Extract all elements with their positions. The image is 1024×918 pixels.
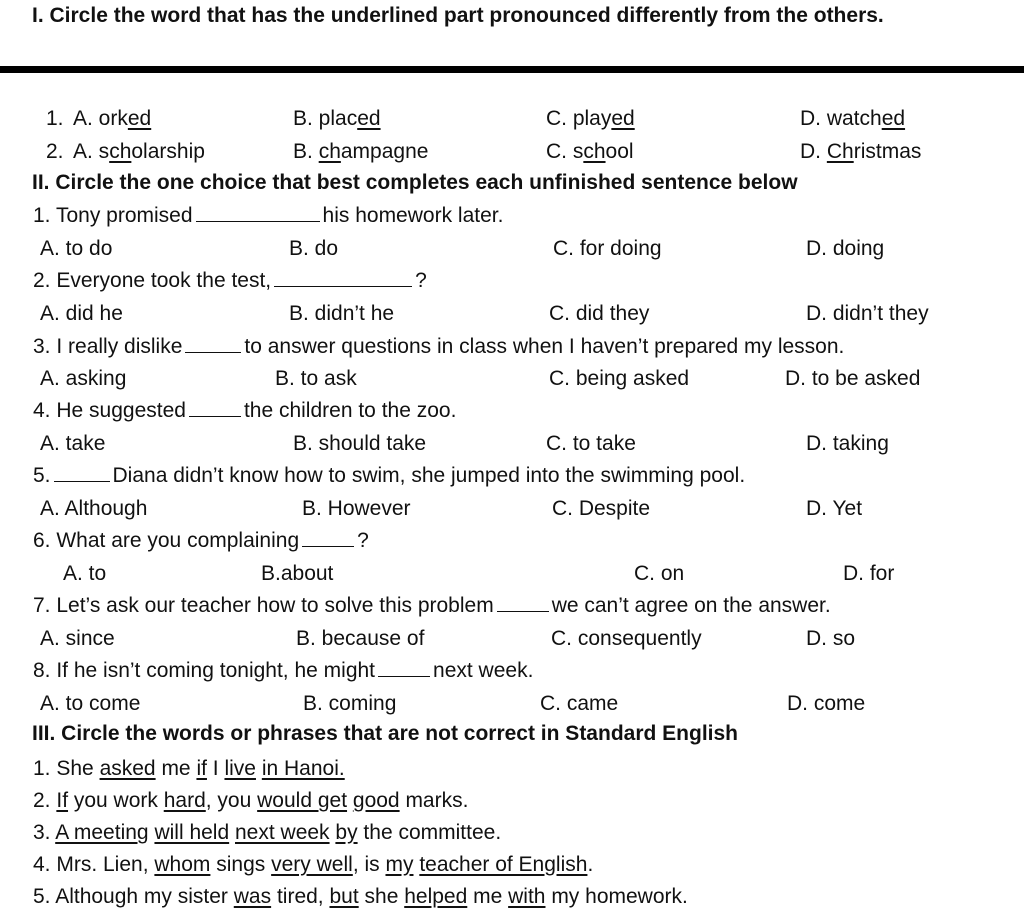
s2-q3-stem: 3. I really dislike to answer questions in class when I haven’t prepared my lesson. [33,335,845,358]
section-3-heading: III. Circle the words or phrases that are not correct in Standard English [32,722,738,745]
s2-q5-stem: 5. Diana didn’t know how to swim, she jumped into the swimming pool. [33,464,746,487]
divider-rule [0,66,1024,73]
s1-q2-option-b[interactable]: B. champagne [293,140,429,163]
s2-q2-option-b[interactable]: B. didn’t he [289,302,395,325]
s2-q8-option-d[interactable]: D. come [787,692,866,715]
s2-q1-stem: 1. Tony promised his homework later. [33,204,504,227]
s3-s4-part-a[interactable]: whom [154,853,211,876]
s2-q4-option-b[interactable]: B. should take [293,432,427,455]
s1-q1-number: 1. [46,107,64,130]
s3-sentence-2: 2. If you work hard, you would get good marks. [33,789,469,812]
answer-blank[interactable] [54,463,110,482]
s3-s1-part-c[interactable]: live [224,757,256,780]
s2-q4-option-a[interactable]: A. take [40,432,106,455]
s2-q3-option-c[interactable]: C. being asked [549,367,690,390]
s2-q6-option-d[interactable]: D. for [843,562,895,585]
s1-q1-option-a[interactable]: A. orked [73,107,152,130]
s3-s4-part-b[interactable]: very well [271,853,353,876]
s2-q6-stem: 6. What are you complaining ? [33,529,369,552]
s1-q2-option-a[interactable]: A. scholarship [73,140,205,163]
s2-q1-option-a[interactable]: A. to do [40,237,113,260]
s2-q4-option-d[interactable]: D. taking [806,432,889,455]
s3-s2-part-d[interactable]: good [352,789,400,812]
s2-q7-option-d[interactable]: D. so [806,627,856,650]
s3-s5-part-d[interactable]: with [508,885,546,908]
s3-s4-part-d[interactable]: teacher of English [419,853,588,876]
s2-q6-option-c[interactable]: C. on [634,562,685,585]
s3-s5-part-a[interactable]: was [233,885,272,908]
answer-blank[interactable] [189,398,241,417]
answer-blank[interactable] [378,658,430,677]
s2-q8-option-a[interactable]: A. to come [40,692,141,715]
s2-q1-option-b[interactable]: B. do [289,237,339,260]
s2-q8-option-c[interactable]: C. came [540,692,619,715]
s2-q8-option-b[interactable]: B. coming [303,692,397,715]
s3-sentence-5: 5. Although my sister was tired, but she helped me with my homework. [33,885,688,908]
s2-q7-option-a[interactable]: A. since [40,627,115,650]
s3-s2-part-a[interactable]: If [56,789,69,812]
s3-sentence-1: 1. She asked me if I live in Hanoi. [33,757,345,780]
s3-s3-part-c[interactable]: next week [235,821,330,844]
s1-q2-number: 2. [46,140,64,163]
s3-s1-part-b[interactable]: if [196,757,207,780]
answer-blank[interactable] [196,203,320,222]
s3-s3-part-b[interactable]: will held [154,821,230,844]
s3-s1-part-d[interactable]: in Hanoi. [261,757,345,780]
s3-s2-part-c[interactable]: would get [257,789,348,812]
s3-sentence-3: 3. A meeting will held next week by the committee. [33,821,502,844]
s3-s3-part-a[interactable]: A meeting [55,821,149,844]
s1-q1-option-d[interactable]: D. watched [800,107,906,130]
s2-q2-option-a[interactable]: A. did he [40,302,123,325]
s2-q7-option-b[interactable]: B. because of [296,627,425,650]
s2-q4-stem: 4. He suggested the children to the zoo. [33,399,457,422]
s3-s5-part-b[interactable]: but [329,885,359,908]
answer-blank[interactable] [274,268,412,287]
s2-q2-option-c[interactable]: C. did they [549,302,650,325]
s2-q4-option-c[interactable]: C. to take [546,432,636,455]
s2-q5-option-c[interactable]: C. Despite [552,497,651,520]
answer-blank[interactable] [302,528,354,547]
s2-q6-option-a[interactable]: A. to [63,562,107,585]
s1-q1-option-c[interactable]: C. played [546,107,635,130]
s2-q1-option-d[interactable]: D. doing [806,237,885,260]
s3-s2-part-b[interactable]: hard [163,789,206,812]
section-2-heading: II. Circle the one choice that best completes each unfinished sentence below [32,171,798,194]
s2-q5-option-b[interactable]: B. However [302,497,411,520]
s1-q2-option-c[interactable]: C. school [546,140,634,163]
s2-q3-option-d[interactable]: D. to be asked [785,367,921,390]
section-1-heading: I. Circle the word that has the underlined part pronounced differently from the others. [32,4,884,27]
s1-q1-option-b[interactable]: B. placed [293,107,381,130]
s2-q7-stem: 7. Let’s ask our teacher how to solve this problem we can’t agree on the answer. [33,594,831,617]
s2-q2-stem: 2. Everyone took the test, ? [33,269,427,292]
s3-s5-part-c[interactable]: helped [404,885,468,908]
answer-blank[interactable] [497,593,549,612]
s3-s3-part-d[interactable]: by [335,821,358,844]
s2-q2-option-d[interactable]: D. didn’t they [806,302,929,325]
s2-q3-option-b[interactable]: B. to ask [275,367,357,390]
s2-q5-option-d[interactable]: D. Yet [806,497,863,520]
s3-s4-part-c[interactable]: my [385,853,414,876]
s3-s1-part-a[interactable]: asked [99,757,156,780]
s1-q2-option-d[interactable]: D. Christmas [800,140,922,163]
s2-q8-stem: 8. If he isn’t coming tonight, he might next week. [33,659,534,682]
s2-q5-option-a[interactable]: A. Although [40,497,148,520]
s3-sentence-4: 4. Mrs. Lien, whom sings very well, is my teacher of English. [33,853,594,876]
s2-q3-option-a[interactable]: A. asking [40,367,127,390]
s2-q6-option-b[interactable]: B.about [261,562,334,585]
answer-blank[interactable] [185,334,241,353]
s2-q7-option-c[interactable]: C. consequently [551,627,702,650]
s2-q1-option-c[interactable]: C. for doing [553,237,662,260]
